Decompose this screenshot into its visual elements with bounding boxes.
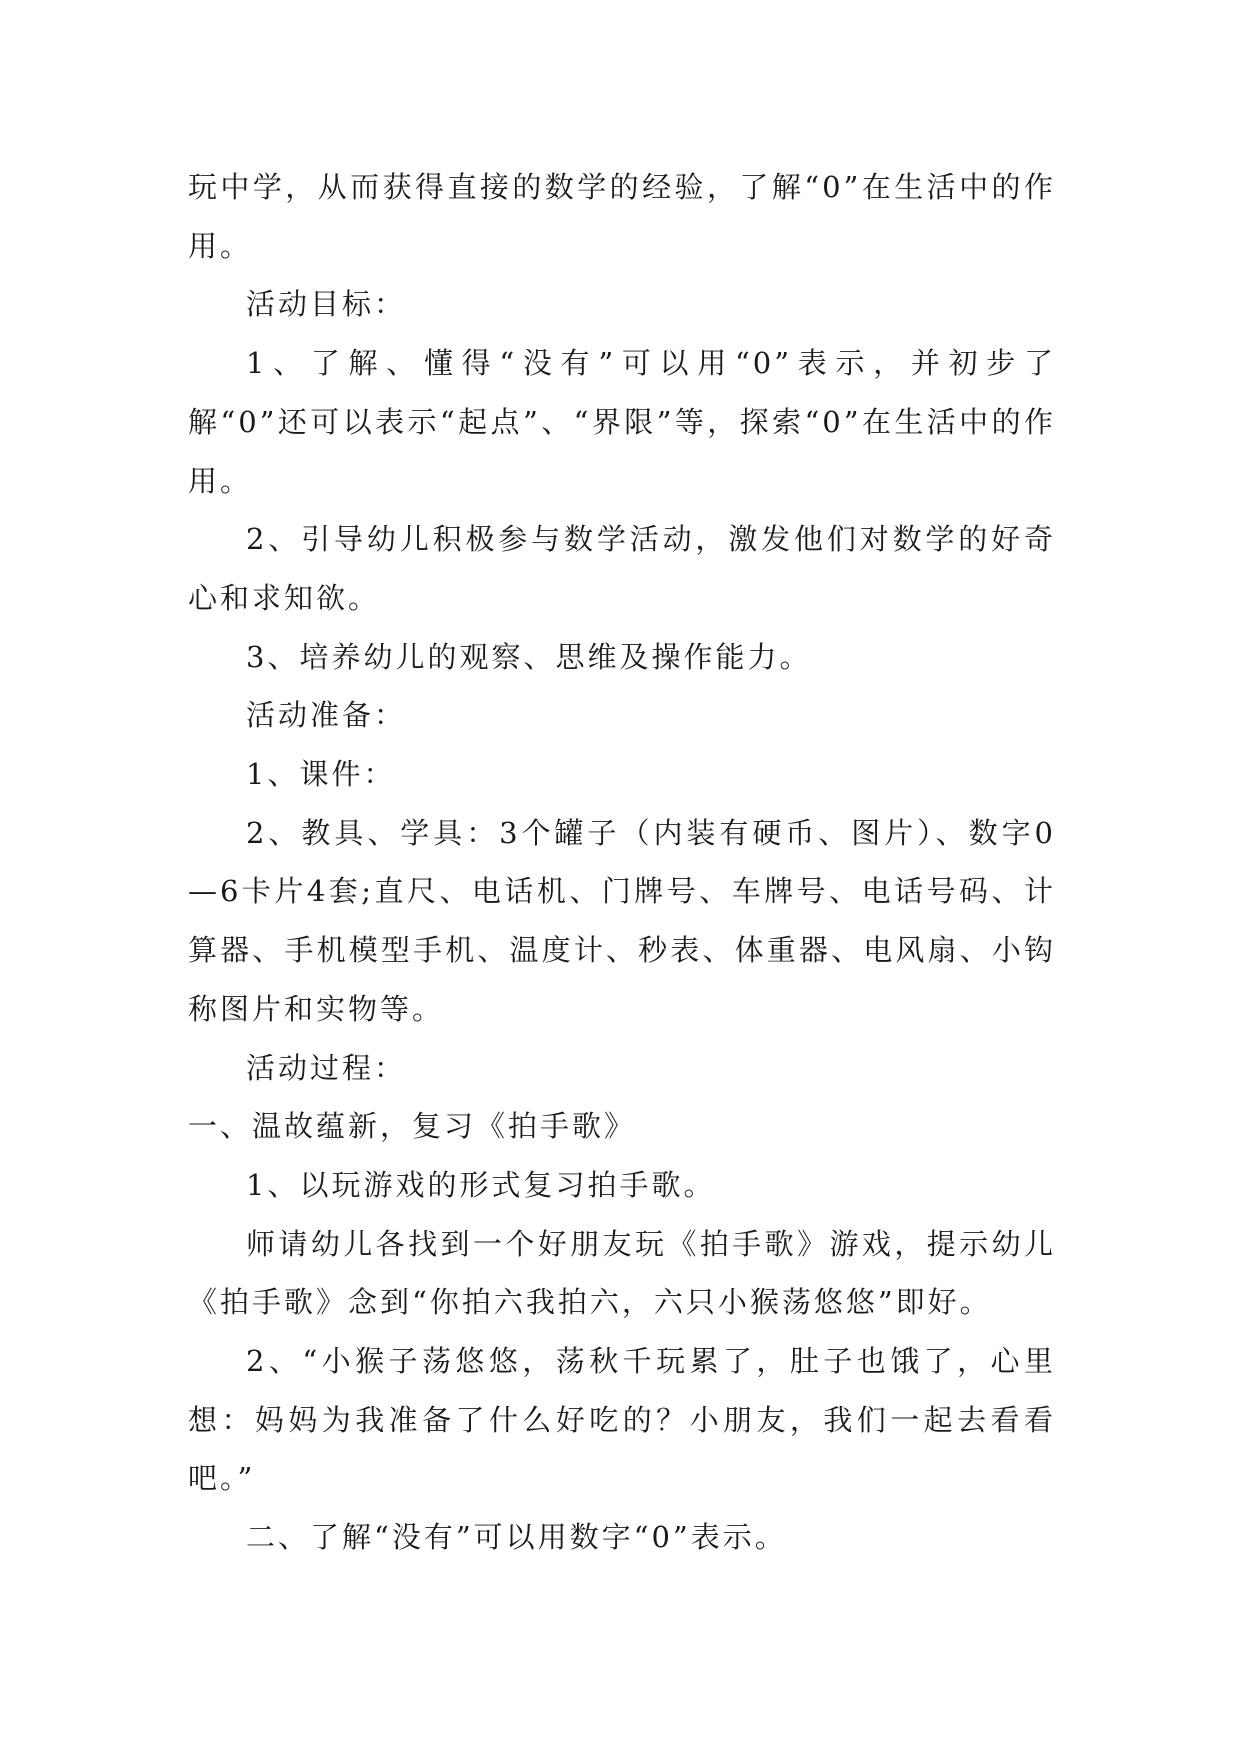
heading-activity-preparation: 活动准备：: [246, 698, 407, 733]
preparation-item-1: 1、课件：: [246, 757, 396, 792]
process-step-1: 1、以玩游戏的形式复习拍手歌。: [246, 1167, 716, 1202]
process-step-2: 2、“小猴子荡悠悠，荡秋千玩累了，肚子也饿了，心里想：妈妈为我准备了什么好吃的？小朋友，我们一起去看看吧。”: [188, 1344, 1056, 1496]
heading-activity-process: 活动过程：: [246, 1050, 407, 1085]
goal-item-1: 1、了解、懂得“没有”可以用“0”表示，并初步了解“0”还可以表示“起点”、“界限”等，探索“0”在生活中的作用。: [188, 346, 1056, 498]
section-heading-1: 一、温故蕴新，复习《拍手歌》: [188, 1109, 637, 1144]
heading-activity-goals: 活动目标：: [246, 287, 407, 322]
section-heading-2: 二、了解“没有”可以用数字“0”表示。: [246, 1520, 787, 1555]
process-step-1-detail: 师请幼儿各找到一个好朋友玩《拍手歌》游戏，提示幼儿《拍手歌》念到“你拍六我拍六，六只小猴荡悠悠”即好。: [188, 1226, 1056, 1320]
paragraph-continuation: 玩中学，从而获得直接的数学的经验，了解“0”在生活中的作用。: [188, 170, 1056, 263]
goal-item-3: 3、培养幼儿的观察、思维及操作能力。: [246, 639, 812, 674]
preparation-item-2: 2、教具、学具：3个罐子（内装有硬币、图片）、数字0—6卡片4套;直尺、电话机、门牌号、车牌号、电话号码、计算器、手机模型手机、温度计、秒表、体重器、电风扇、小钩称图片和实物等。: [188, 815, 1056, 1026]
document-body: [188, 158, 1056, 1567]
goal-item-2: 2、引导幼儿积极参与数学活动，激发他们对数学的好奇心和求知欲。: [188, 522, 1056, 615]
